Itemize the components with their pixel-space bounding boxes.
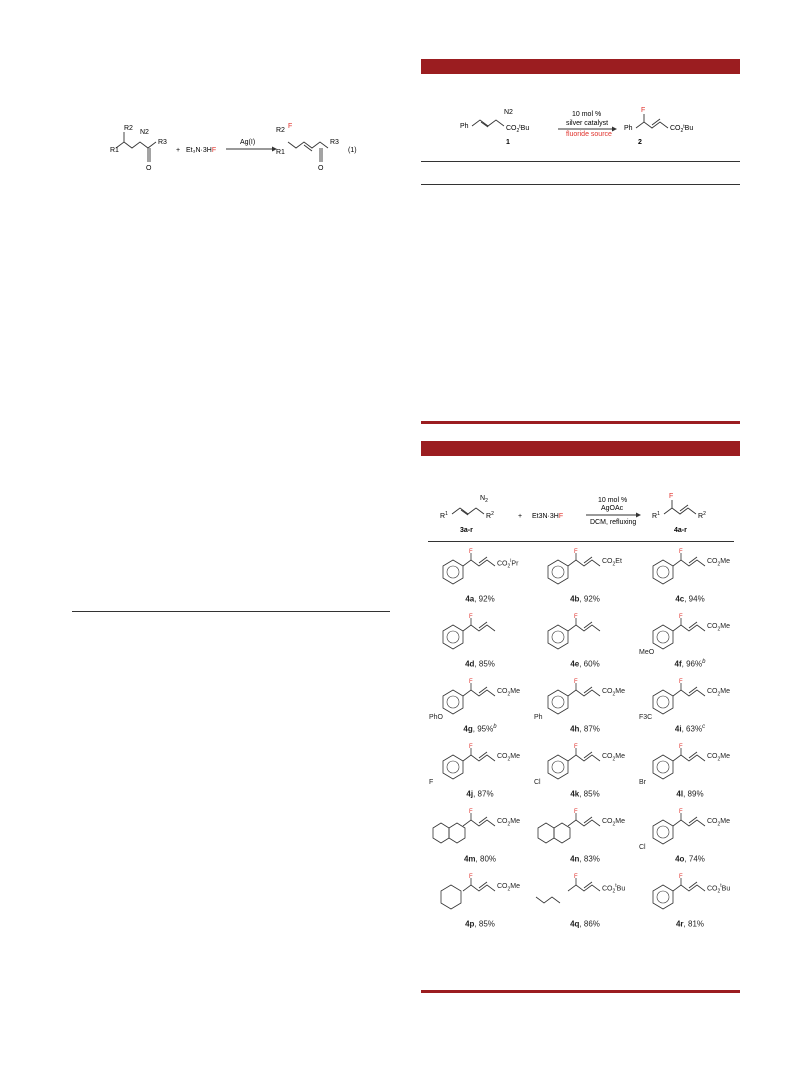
structure-4q [530, 873, 635, 921]
t1-num2: 2 [638, 139, 642, 146]
t2-prod-f: F [669, 493, 674, 500]
t1-prod-f: F [641, 107, 646, 114]
compound-label: 4r, 81% [675, 919, 705, 929]
ester-label-4i: $CO_2Me$ [707, 688, 731, 698]
t1-n2: N2 [504, 109, 513, 116]
t2-cond-3: DCM, refluxing [590, 519, 637, 526]
left-footnote-rule [72, 611, 390, 612]
t1-ester: $CO_2^tBu$ [506, 124, 530, 134]
compound-4n [530, 808, 640, 868]
svg-text:F: F [679, 679, 683, 685]
svg-text:F: F [574, 614, 578, 620]
compound-label: 4i, 63%$^c$ [674, 724, 706, 734]
compound-4r [635, 873, 745, 933]
ester-label-4g: $CO_2Me$ [497, 688, 521, 698]
compound-label: 4p, 85% [465, 919, 495, 929]
eq1-prod-r1: R1 [276, 149, 285, 156]
ester-label-4h: $CO_2Me$ [602, 688, 626, 698]
compound-label: 4m, 80% [463, 854, 497, 864]
compound-4j [425, 743, 535, 803]
compound-4g [425, 678, 535, 738]
svg-text:F: F [574, 874, 578, 880]
table1-rule-bottom [421, 421, 740, 424]
svg-text:F: F [679, 874, 683, 880]
compound-4m [425, 808, 535, 868]
structure-4c [635, 548, 740, 596]
compound-label: 4g, 95%$^b$ [463, 724, 497, 734]
t1-ph: Ph [460, 123, 469, 130]
substituent-4h: Ph [534, 714, 543, 721]
ester-label-4o: $CO_2Me$ [707, 818, 731, 828]
ester-label-4q: $CO_2^tBu$ [602, 883, 626, 895]
svg-text:F: F [469, 744, 473, 750]
t1-cond-1: 10 mol % [572, 111, 602, 118]
t1-prod-ph: Ph [624, 125, 633, 132]
svg-text:F: F [469, 549, 473, 555]
compound-4d [425, 613, 535, 673]
svg-text:F: F [574, 549, 578, 555]
compound-label: 4c, 94% [675, 594, 705, 604]
svg-text:F: F [469, 614, 473, 620]
compound-4p [425, 873, 535, 933]
compound-label: 4j, 87% [466, 789, 494, 799]
compound-label: 4h, 87% [570, 724, 600, 734]
ester-label-4r: $CO_2^tBu$ [707, 883, 731, 895]
t1-prod-ester: $CO_2^tBu$ [670, 124, 694, 134]
compound-4e [530, 613, 640, 673]
ester-label-4b: $CO_2Et$ [602, 558, 622, 568]
substituent-4o: Cl [639, 844, 646, 851]
table2-scheme [440, 490, 730, 540]
table1-rule-header [421, 184, 740, 185]
substituent-4f: MeO [639, 649, 655, 656]
svg-text:F: F [679, 614, 683, 620]
t2-r2: $R^2$ [486, 511, 494, 520]
compound-label: 4e, 60% [570, 659, 600, 669]
eq1-prod-o: O [318, 165, 324, 172]
t2-plus: + [518, 513, 523, 520]
t2-r1: $R^1$ [440, 511, 448, 520]
substituent-4g: PhO [429, 714, 444, 721]
t2-prod-r2: $R^2$ [698, 511, 706, 520]
svg-text:F: F [574, 679, 578, 685]
compound-label: 4l, 89% [676, 789, 704, 799]
compound-4l [635, 743, 745, 803]
compound-label: 4o, 74% [675, 854, 705, 864]
compound-label: 4f, 96%$^b$ [674, 659, 706, 669]
compound-4h [530, 678, 640, 738]
eq1-prod-r3: R3 [330, 139, 339, 146]
svg-text:F: F [679, 809, 683, 815]
ester-label-4m: $CO_2Me$ [497, 818, 521, 828]
compound-label: 4d, 85% [465, 659, 495, 669]
ester-label-4l: $CO_2Me$ [707, 753, 731, 763]
structure-4e [530, 613, 635, 661]
structure-4r [635, 873, 740, 921]
compound-4f [635, 613, 745, 673]
svg-text:F: F [679, 744, 683, 750]
ester-label-4p: $CO_2Me$ [497, 883, 521, 893]
ester-label-4j: $CO_2Me$ [497, 753, 521, 763]
t2-prod-r1: $R^1$ [652, 511, 660, 520]
table1-header-bar [421, 59, 740, 74]
eq1-r3: R3 [158, 139, 167, 146]
compound-label: 4b, 92% [570, 594, 600, 604]
structure-4b [530, 548, 635, 596]
svg-text:F: F [679, 549, 683, 555]
eq1-reagent: Et₃N·3HF [186, 147, 217, 154]
structure-4d [425, 613, 530, 661]
compound-4c [635, 548, 745, 608]
structure-4j [425, 743, 530, 791]
t2-reagent: Et3N·3HF [532, 513, 564, 520]
compound-label: 4k, 85% [570, 789, 600, 799]
compound-label: 4q, 86% [570, 919, 600, 929]
eq1-n2: N2 [140, 129, 149, 136]
eq1-number: (1) [348, 147, 357, 154]
t1-num1: 1 [506, 139, 510, 146]
t2-product-label: 4a-r [674, 527, 687, 534]
compound-4o [635, 808, 745, 868]
table2-rule [428, 541, 734, 542]
compound-4b [530, 548, 640, 608]
ester-label-4n: $CO_2Me$ [602, 818, 626, 828]
substituent-4i: F3C [639, 714, 653, 721]
structure-4n [530, 808, 635, 856]
svg-text:F: F [469, 809, 473, 815]
table1-rule-top [421, 161, 740, 162]
eq1-prod-r2: R2 [276, 127, 285, 134]
structure-4l [635, 743, 740, 791]
eq1-catalyst: Ag(I) [240, 139, 256, 146]
t1-cond-2: silver catalyst [566, 120, 609, 127]
table1-scheme [460, 102, 710, 152]
compound-4i [635, 678, 745, 738]
svg-text:F: F [574, 744, 578, 750]
structure-4k [530, 743, 635, 791]
t2-n2: $N_2$ [480, 495, 488, 504]
eq1-prod-f: F [288, 123, 293, 130]
compound-label: 4n, 83% [570, 854, 600, 864]
svg-text:F: F [469, 679, 473, 685]
eq1-o: O [146, 165, 152, 172]
compound-4a [425, 548, 535, 608]
compound-4q [530, 873, 640, 933]
structure-4o [635, 808, 740, 856]
t2-cond-1: 10 mol % [598, 497, 628, 504]
t2-substrate-label: 3a-r [460, 527, 473, 534]
equation-1 [110, 118, 370, 178]
t1-cond-3: fluoride source [566, 131, 612, 138]
structure-4m [425, 808, 530, 856]
structure-4a [425, 548, 530, 596]
ester-label-4k: $CO_2Me$ [602, 753, 626, 763]
compound-grid [425, 548, 740, 929]
table2-rule-bottom [421, 990, 740, 993]
structure-4h [530, 678, 635, 726]
ester-label-4f: $CO_2Me$ [707, 623, 731, 633]
compound-label: 4a, 92% [465, 594, 495, 604]
ester-label-4a: $CO_2^iPr$ [497, 558, 519, 570]
eq1-r1: R1 [110, 147, 119, 154]
structure-4p [425, 873, 530, 921]
compound-4k [530, 743, 640, 803]
t2-cond-2: AgOAc [601, 505, 624, 512]
eq1-plus: + [176, 147, 181, 154]
svg-text:F: F [469, 874, 473, 880]
table2-header-bar [421, 441, 740, 456]
substituent-4j: F [429, 779, 434, 786]
substituent-4k: Cl [534, 779, 541, 786]
substituent-4l: Br [639, 779, 646, 786]
ester-label-4c: $CO_2Me$ [707, 558, 731, 568]
eq1-r2: R2 [124, 125, 133, 132]
svg-text:F: F [574, 809, 578, 815]
